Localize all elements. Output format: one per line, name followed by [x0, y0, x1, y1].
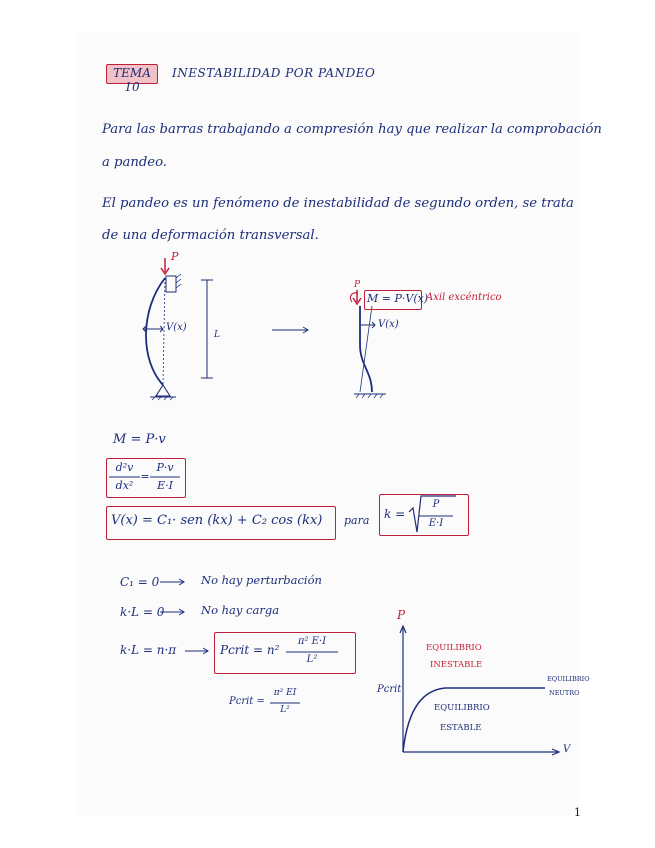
graph-x-label: V [563, 744, 571, 755]
neutral-label-line-2: NEUTRO [549, 689, 580, 697]
diff-rhs-numerator: P·v [156, 461, 174, 474]
para-label: para [344, 514, 370, 527]
diff-equals: = [140, 470, 150, 483]
condition-c1-note: No hay perturbación [201, 573, 322, 587]
buckled-bar [146, 278, 165, 385]
graph-y-label: P [397, 608, 406, 622]
paragraph-1-line-1: Para las barras trabajando a compresión hay que realizar la comprobación [102, 122, 602, 137]
critical-load-simplified-numerator: π² EI [273, 688, 297, 698]
diff-lhs-numerator: d²v [115, 461, 134, 474]
unstable-label-line-2: INESTABLE [430, 660, 483, 670]
deflection-label-left: V(x) [166, 322, 187, 333]
eccentric-label: Axil excéntrico [426, 292, 502, 303]
moment-expression: M = P·V(x) [367, 292, 429, 305]
neutral-label-line-1: EQUILIBRIO [547, 675, 590, 683]
condition-kl0-note: No hay carga [201, 603, 280, 617]
unstable-label-line-1: EQUILIBRIO [426, 643, 482, 653]
k-lhs: k = [384, 507, 406, 521]
critical-load-simplified-denominator: L² [280, 705, 290, 715]
pin-support-left [156, 385, 170, 396]
paragraph-2-line-2: de una deformación transversal. [102, 228, 319, 243]
graph-pcrit-label: Pcrit [377, 684, 402, 695]
critical-load-lhs: Pcrit = n² [220, 643, 280, 657]
top-guide-support [166, 276, 176, 292]
critical-load-numerator: π² E·I [297, 636, 327, 647]
diff-lhs-denominator: dx² [115, 479, 134, 492]
k-numerator: P [432, 499, 440, 510]
condition-c1: C₁ = 0 [120, 575, 160, 589]
solution-equation: V(x) = C₁· sen (kx) + C₂ cos (kx) [111, 513, 323, 528]
moment-equation: M = P·v [113, 432, 166, 447]
transition-arrow [272, 327, 308, 333]
condition-klpi: k·L = n·π [120, 643, 177, 657]
k-denominator: E·I [428, 518, 444, 529]
load-label-right: P [354, 280, 361, 290]
critical-load-simplified-lhs: Pcrit = [229, 696, 265, 707]
critical-load-denominator: L² [306, 654, 318, 665]
stable-label-line-1: EQUILIBRIO [434, 703, 490, 713]
deflection-label-right: V(x) [378, 319, 399, 330]
page-title: INESTABILIDAD POR PANDEO [172, 66, 376, 80]
diff-rhs-denominator: E·I [157, 479, 173, 492]
length-label: L [214, 330, 220, 340]
condition-kl0: k·L = 0 [120, 605, 165, 619]
load-label-left: P [171, 250, 179, 263]
stable-label-line-2: ESTABLE [440, 723, 482, 733]
paragraph-1-line-2: a pandeo. [102, 155, 167, 170]
paragraph-2-line-1: El pandeo es un fenómeno de inestabilidad de segundo orden, se trata [102, 196, 574, 211]
page-number: 1 [574, 806, 581, 819]
equilibrium-curve [403, 688, 545, 752]
original-bar [163, 278, 165, 385]
topic-label: TEMA 10 [113, 66, 151, 94]
